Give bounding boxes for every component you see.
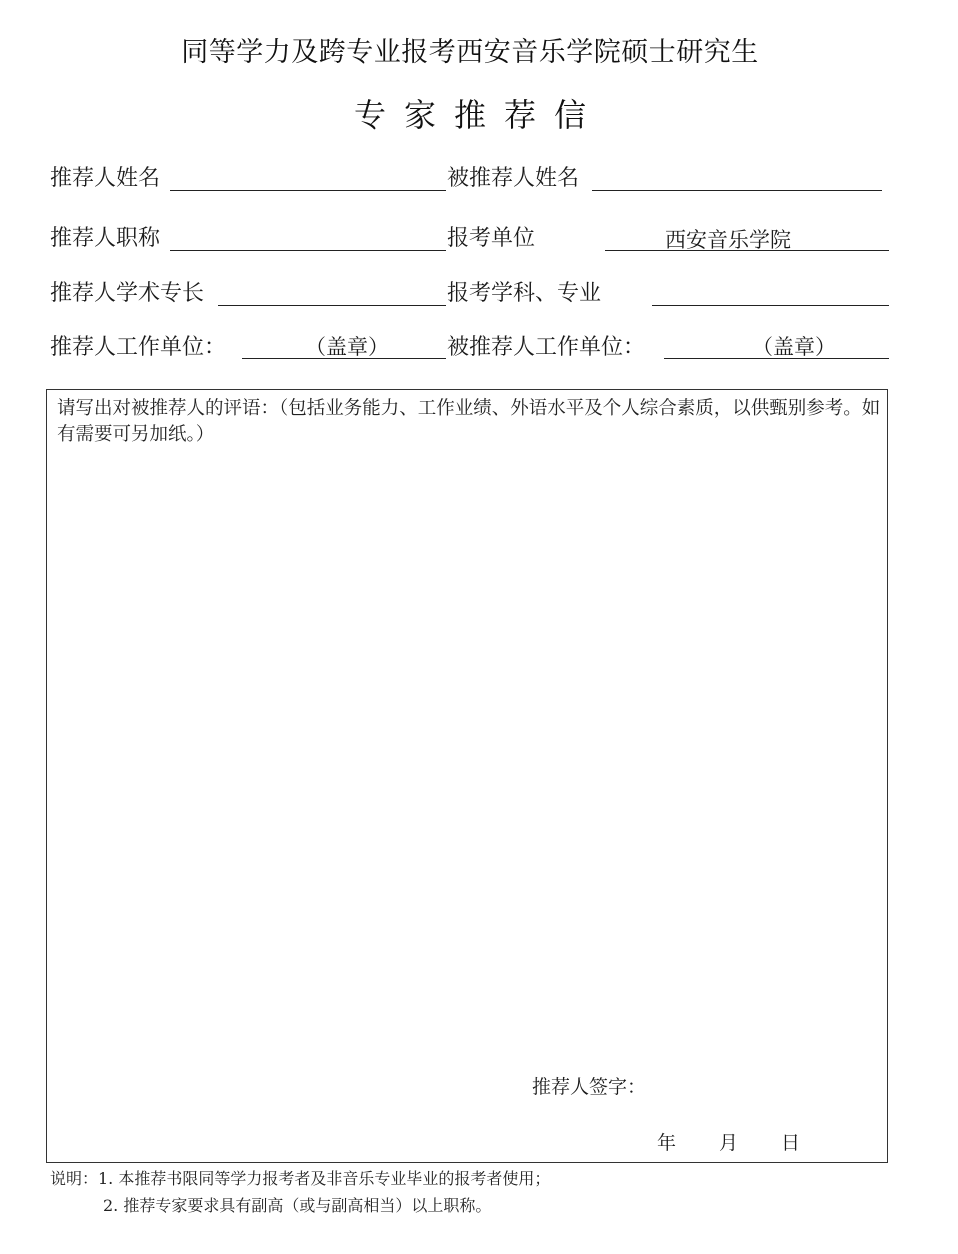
comment-prompt: 请写出对被推荐人的评语：（包括业务能力、工作业绩、外语水平及个人综合素质，以供甄别参考。如有需要可另加纸。） xyxy=(57,398,881,445)
recommendee-name-field[interactable] xyxy=(592,190,882,191)
recommender-title-label: 推荐人职称 xyxy=(50,226,161,251)
recommender-name-field[interactable] xyxy=(170,190,446,191)
apply-unit-field[interactable] xyxy=(605,250,889,251)
recommendee-name-label: 被推荐人姓名 xyxy=(447,166,580,191)
recommendee-seal-text: （盖章） xyxy=(752,335,836,359)
page-title: 同等学力及跨专业报考西安音乐学院硕士研究生 xyxy=(181,37,759,68)
recommender-work-unit-label: 推荐人工作单位： xyxy=(50,335,227,360)
note-1: 说明：1. 本推荐书限同等学力报考者及非音乐专业毕业的报考者使用； xyxy=(50,1169,551,1188)
apply-major-label: 报考学科、专业 xyxy=(447,281,602,306)
date-day: 日 xyxy=(781,1132,801,1154)
apply-unit-label: 报考单位 xyxy=(447,226,536,251)
recommender-specialty-field[interactable] xyxy=(218,305,446,306)
signature-label: 推荐人签字： xyxy=(532,1076,647,1098)
comment-box[interactable] xyxy=(46,389,888,1163)
note-2: 2. 推荐专家要求具有副高（或与副高相当）以上职称。 xyxy=(103,1196,492,1215)
page-subtitle: 专家推荐信 xyxy=(353,96,604,134)
recommender-seal-text: （盖章） xyxy=(305,335,389,359)
date-month: 月 xyxy=(719,1132,739,1154)
apply-unit-value: 西安音乐学院 xyxy=(665,228,791,252)
recommender-name-label: 推荐人姓名 xyxy=(50,166,161,191)
recommendee-work-unit-label: 被推荐人工作单位： xyxy=(447,335,646,360)
date-year: 年 xyxy=(657,1132,677,1154)
recommender-title-field[interactable] xyxy=(170,250,446,251)
apply-major-field[interactable] xyxy=(652,305,889,306)
recommender-specialty-label: 推荐人学术专长 xyxy=(50,281,205,306)
